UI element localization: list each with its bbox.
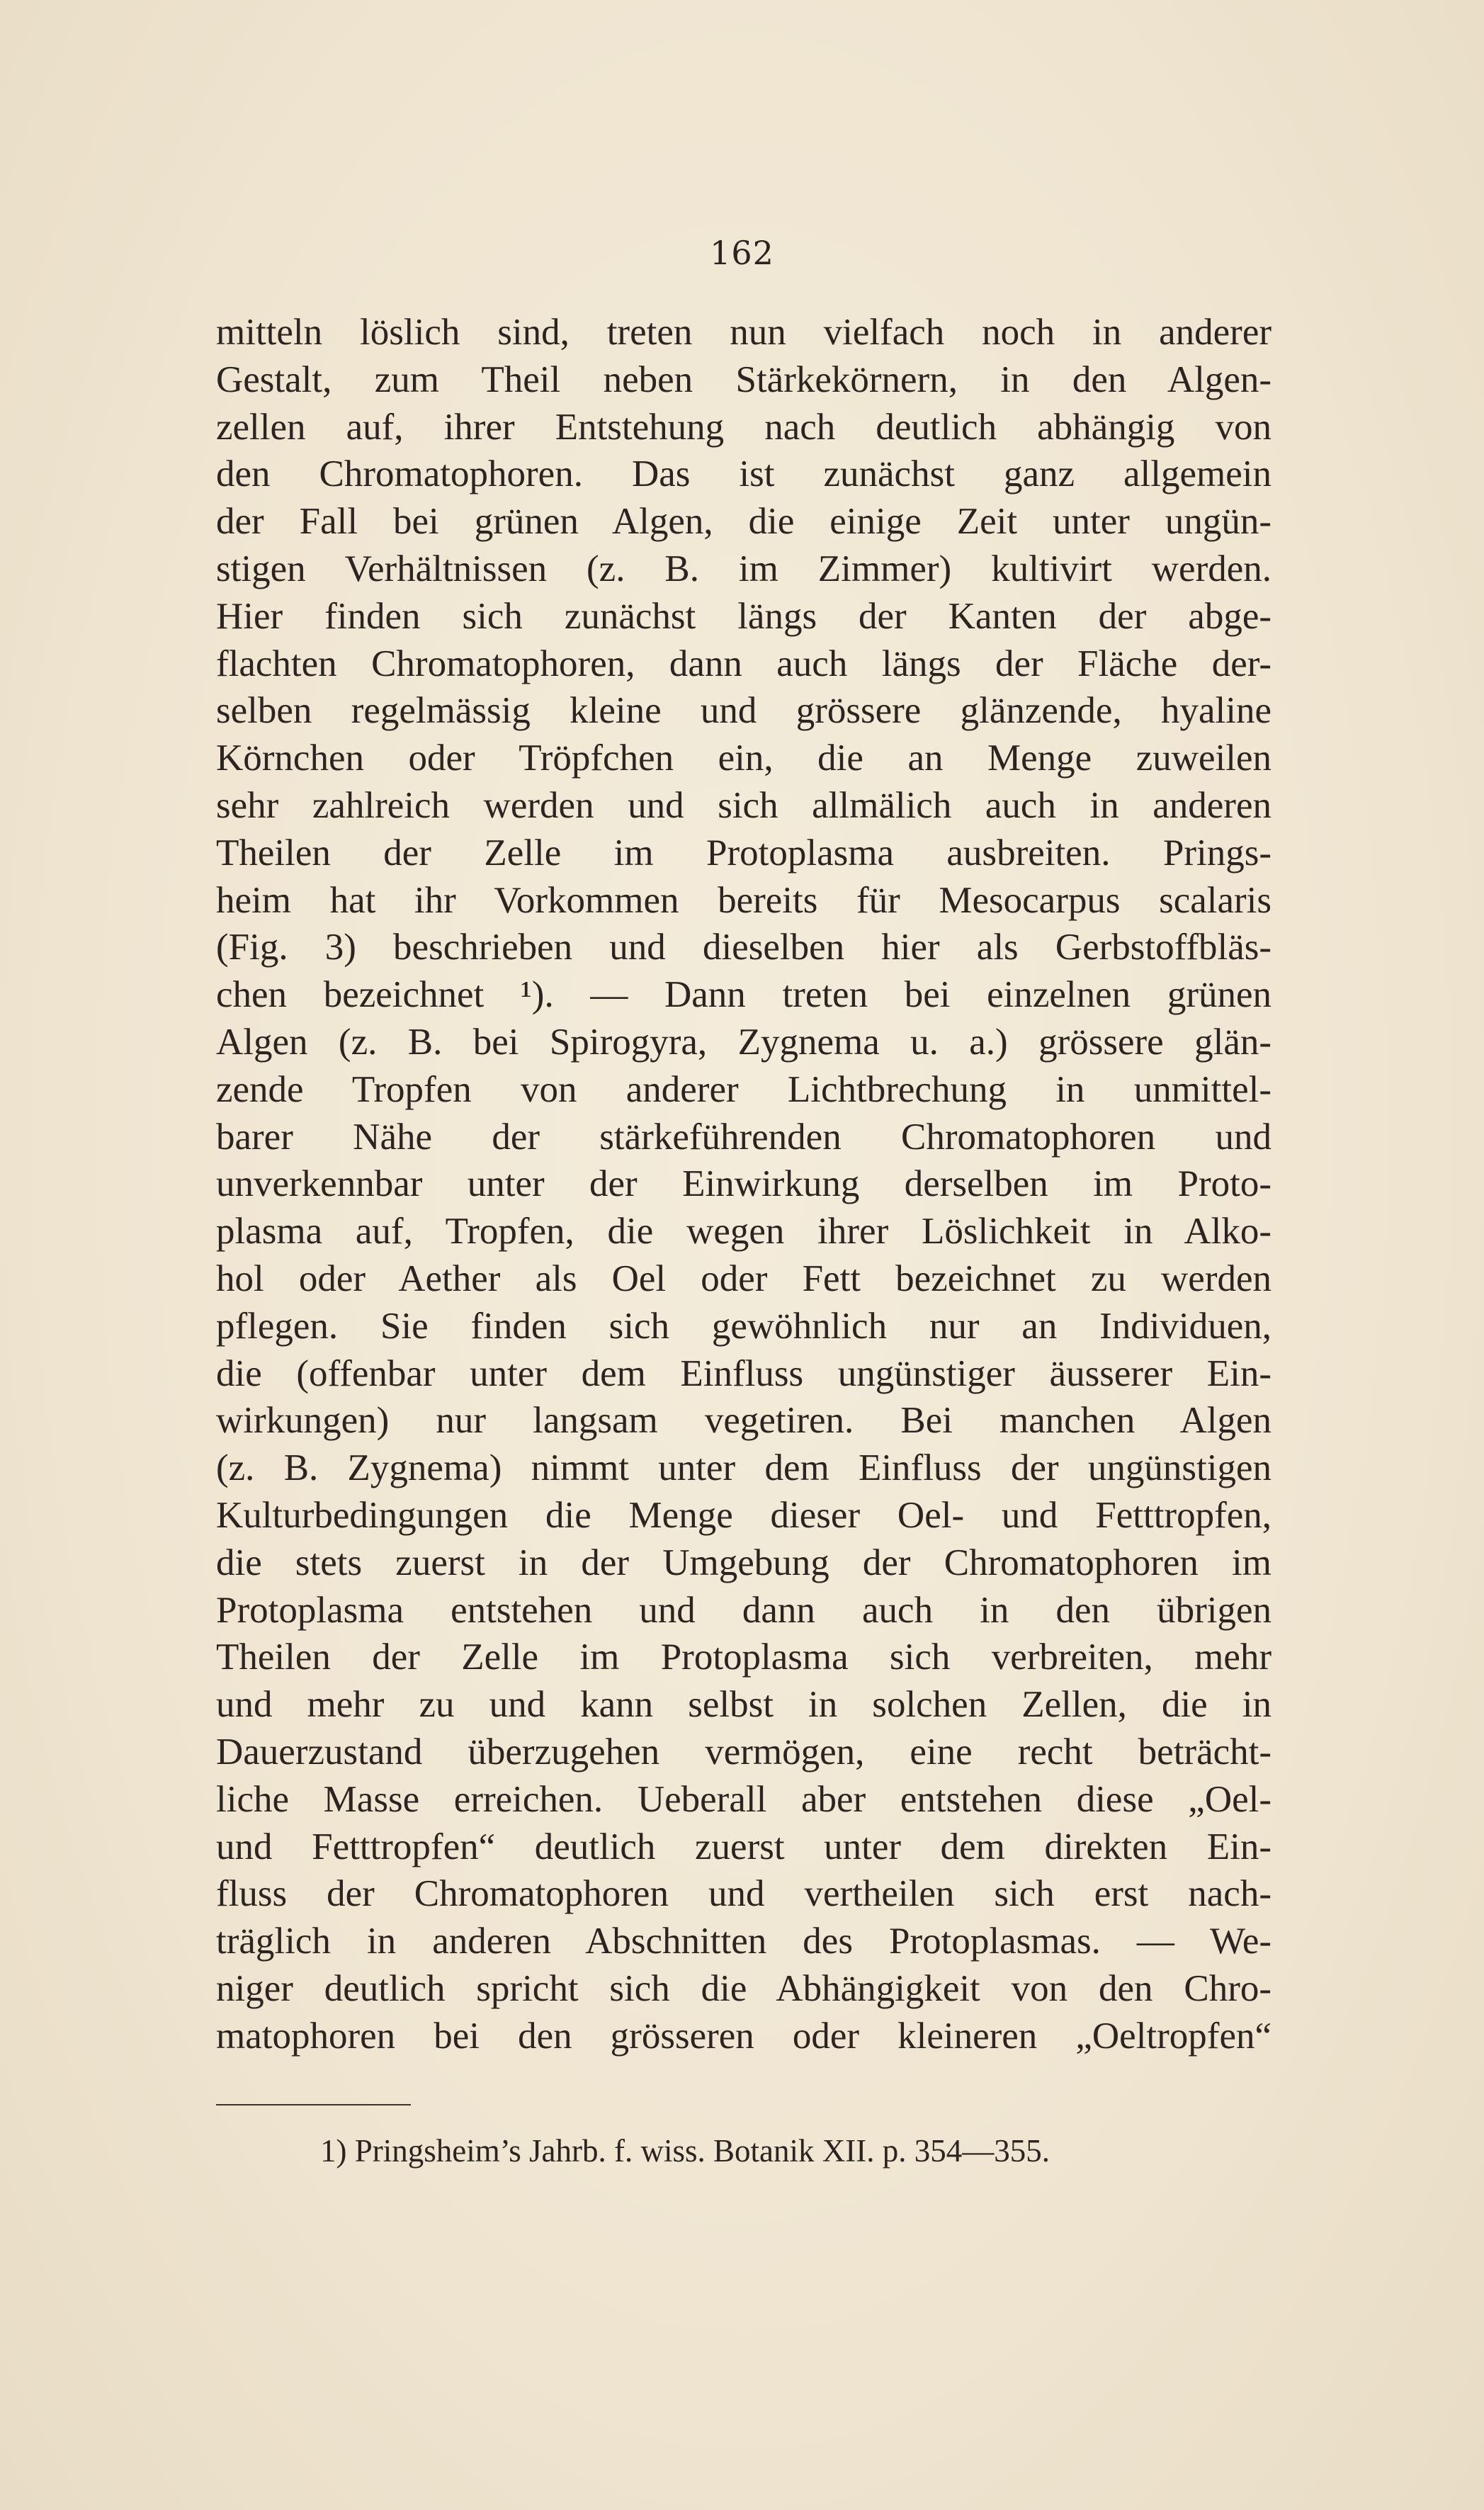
text-line: Theilen der Zelle im Protoplasma ausbreiten. Prings- — [216, 832, 1271, 874]
text-line: heim hat ihr Vorkommen bereits für Mesocarpus scalaris — [216, 879, 1271, 921]
text-line: Kulturbedingungen die Menge dieser Oel- und Fetttropfen, — [216, 1494, 1271, 1536]
text-line: niger deutlich spricht sich die Abhängigkeit von den Chro- — [216, 1967, 1271, 2009]
text-line: selben regelmässig kleine und grössere glänzende, hyaline — [216, 690, 1271, 732]
text-line: wirkungen) nur langsam vegetiren. Bei manchen Algen — [216, 1400, 1271, 1442]
text-line: flachten Chromatophoren, dann auch längs der Fläche der- — [216, 643, 1271, 684]
text-line: hol oder Aether als Oel oder Fett bezeichnet zu werden — [216, 1257, 1271, 1299]
text-line: Dauerzustand überzugehen vermögen, eine recht beträcht- — [216, 1731, 1271, 1773]
text-line: Algen (z. B. bei Spirogyra, Zygnema u. a.) grössere glän- — [216, 1021, 1271, 1063]
text-line: den Chromatophoren. Das ist zunächst ganz allgemein — [216, 453, 1271, 495]
text-line: Protoplasma entstehen und dann auch in den übrigen — [216, 1589, 1271, 1631]
text-line: stigen Verhältnissen (z. B. im Zimmer) kultivirt werden. — [216, 548, 1271, 589]
text-line: sehr zahlreich werden und sich allmälich auch in anderen — [216, 784, 1271, 826]
text-line: träglich in anderen Abschnitten des Protoplasmas. — We- — [216, 1921, 1271, 1962]
text-line: zende Tropfen von anderer Lichtbrechung in unmittel- — [216, 1068, 1271, 1110]
text-line: matophoren bei den grösseren oder kleineren „Oeltropfen“ — [216, 2015, 1271, 2057]
text-line: plasma auf, Tropfen, die wegen ihrer Löslichkeit in Alko- — [216, 1211, 1271, 1253]
text-line: chen bezeichnet ¹). — Dann treten bei einzelnen grünen — [216, 974, 1271, 1016]
text-line: Gestalt, zum Theil neben Stärkekörnern, in den Algen- — [216, 358, 1271, 400]
text-line: Hier finden sich zunächst längs der Kanten der abge- — [216, 595, 1271, 637]
text-line: die (offenbar unter dem Einfluss ungünstiger äusserer Ein- — [216, 1352, 1271, 1394]
text-line: die stets zuerst in der Umgebung der Chromatophoren im — [216, 1542, 1271, 1583]
footnote-rule — [216, 2104, 411, 2105]
text-line: barer Nähe der stärkeführenden Chromatophoren und — [216, 1116, 1271, 1158]
footnote: 1) Pringsheim’s Jahrb. f. wiss. Botanik XII. p. 354—355. — [320, 2133, 1050, 2169]
body-text — [216, 309, 1271, 2059]
text-line: und mehr zu und kann selbst in solchen Zellen, die in — [216, 1684, 1271, 1726]
text-line: pflegen. Sie finden sich gewöhnlich nur an Individuen, — [216, 1305, 1271, 1347]
text-line: liche Masse erreichen. Ueberall aber entstehen diese „Oel- — [216, 1778, 1271, 1820]
text-line: und Fetttropfen“ deutlich zuerst unter dem direkten Ein- — [216, 1826, 1271, 1867]
text-line: mitteln löslich sind, treten nun vielfach noch in anderer — [216, 312, 1271, 353]
text-line: Körnchen oder Tröpfchen ein, die an Menge zuweilen — [216, 737, 1271, 779]
text-line: fluss der Chromatophoren und vertheilen sich erst nach- — [216, 1873, 1271, 1915]
text-line: unverkennbar unter der Einwirkung derselben im Proto- — [216, 1163, 1271, 1205]
text-line: zellen auf, ihrer Entstehung nach deutlich abhängig von — [216, 406, 1271, 448]
text-line: Theilen der Zelle im Protoplasma sich verbreiten, mehr — [216, 1636, 1271, 1678]
text-line: der Fall bei grünen Algen, die einige Zeit unter ungün- — [216, 501, 1271, 543]
text-line: (Fig. 3) beschrieben und dieselben hier als Gerbstoffbläs- — [216, 927, 1271, 968]
text-line: (z. B. Zygnema) nimmt unter dem Einfluss der ungünstigen — [216, 1447, 1271, 1489]
page-number: 162 — [710, 234, 774, 272]
